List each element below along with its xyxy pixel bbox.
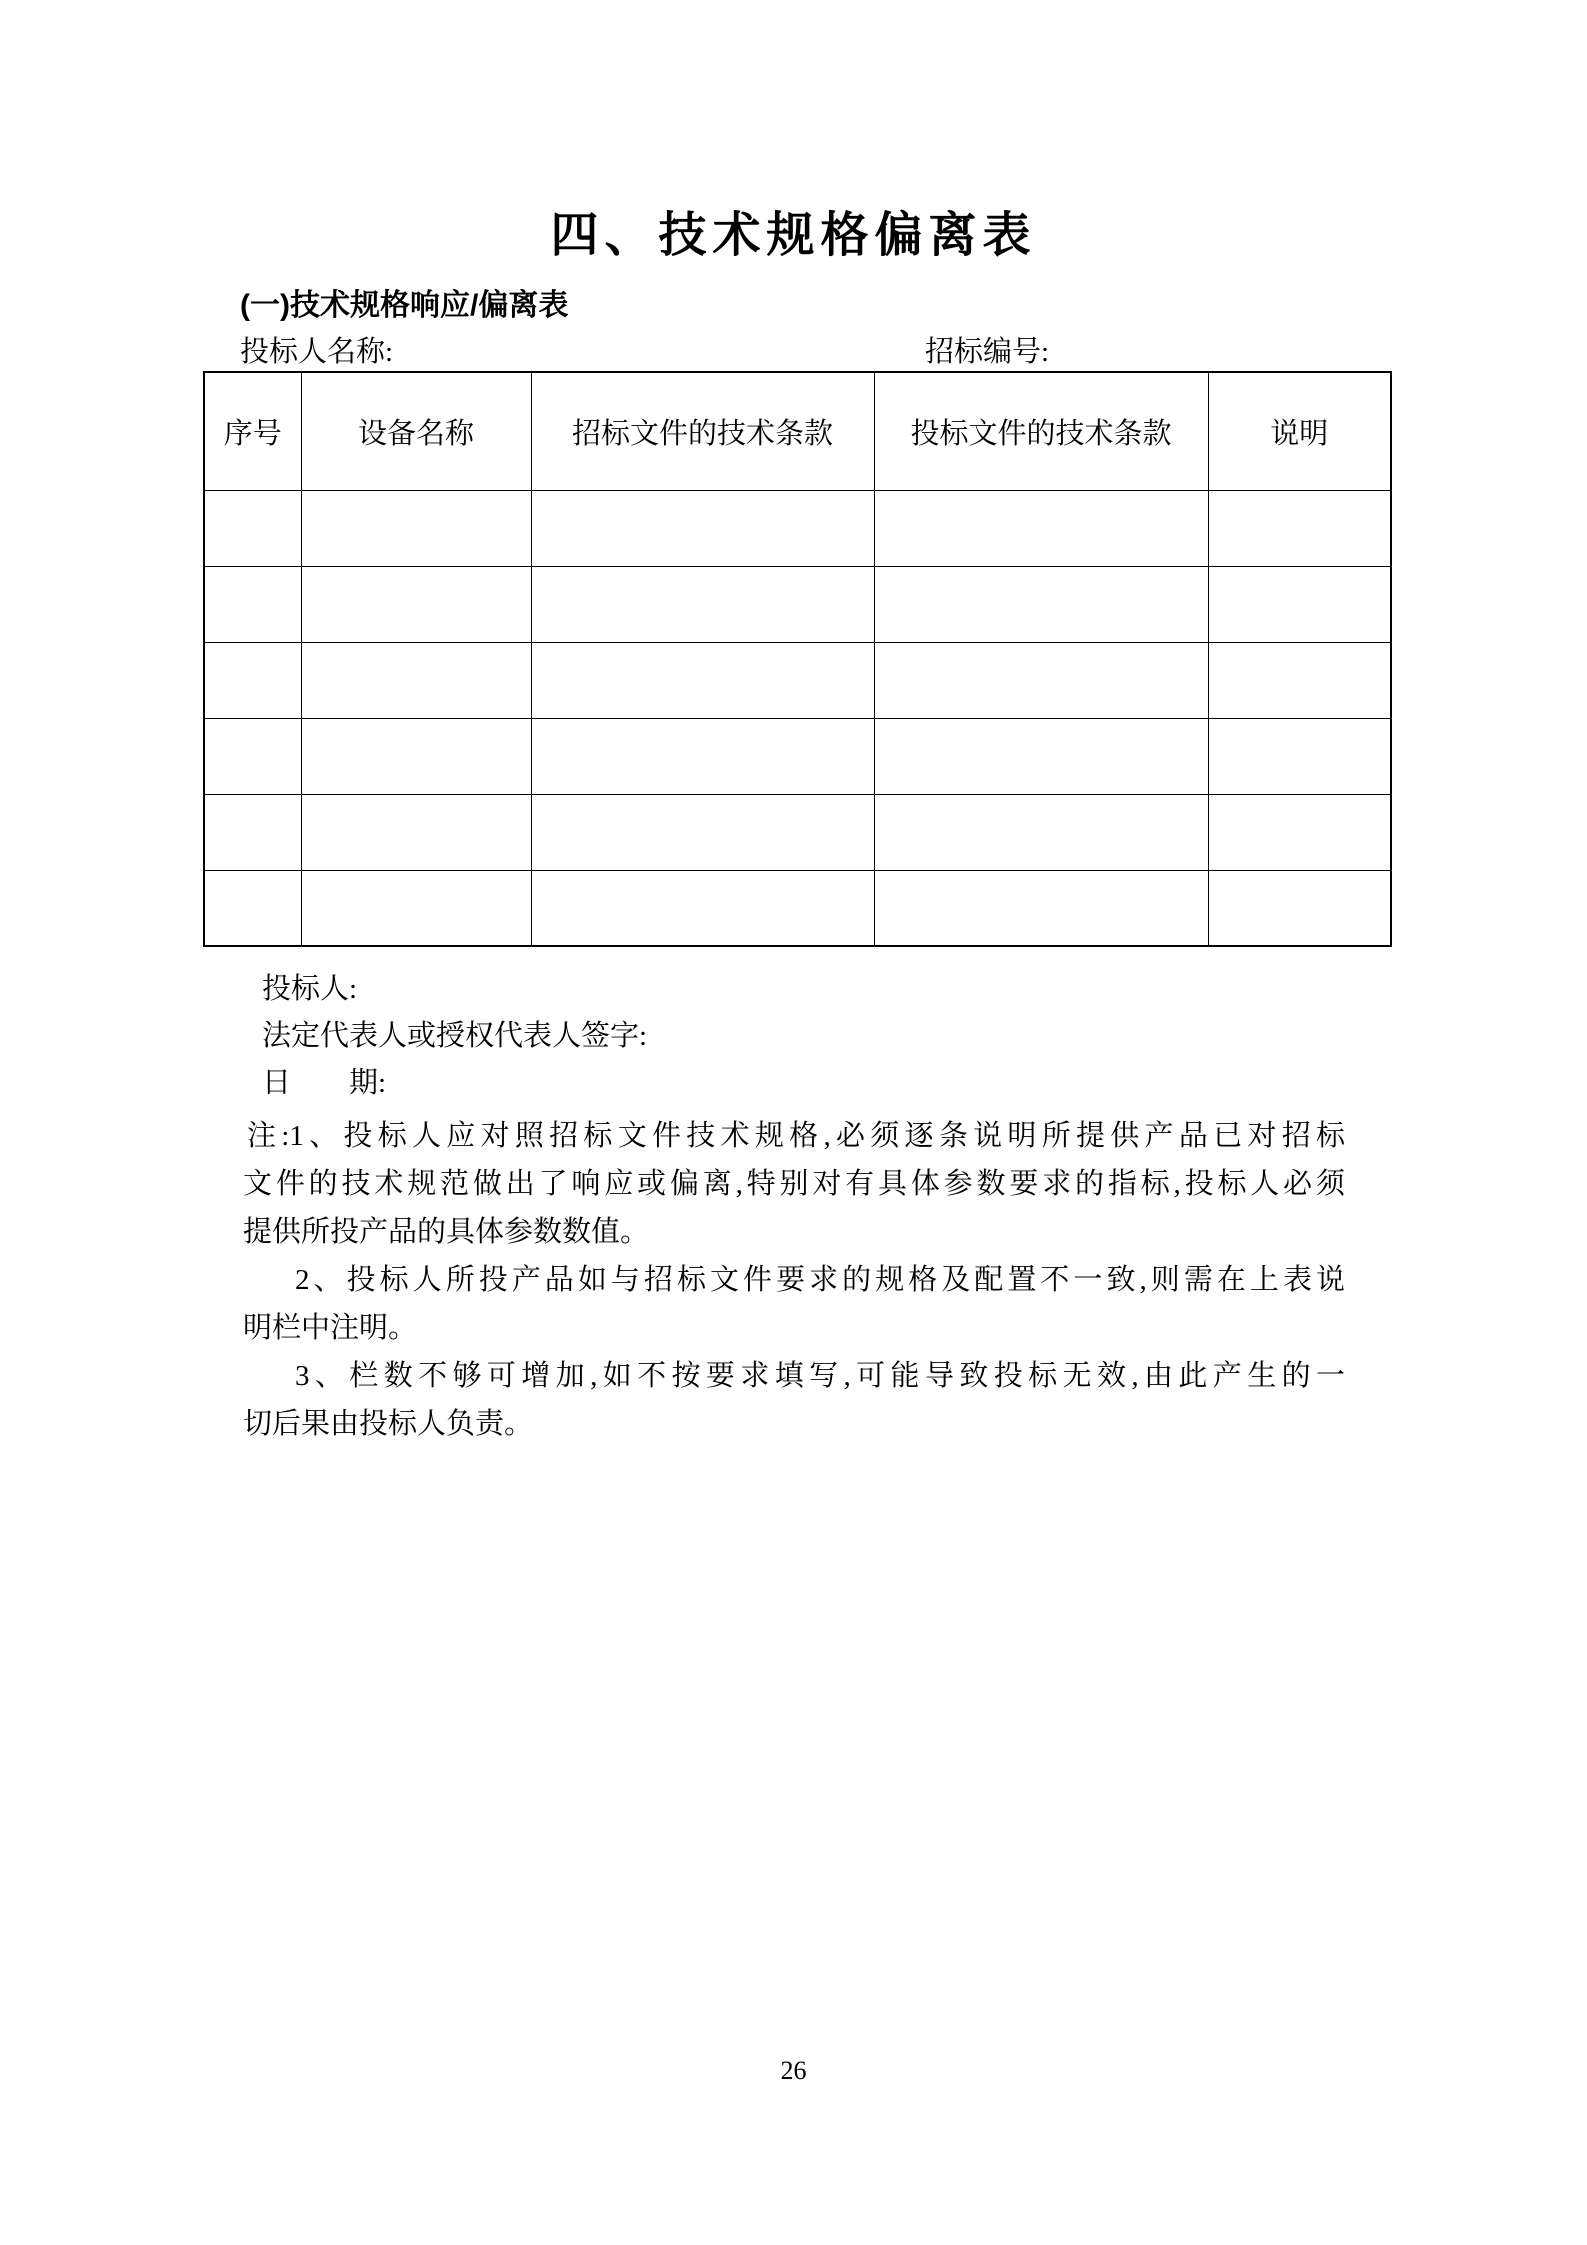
header-remarks: 说明: [1208, 372, 1391, 490]
deviation-table: [203, 371, 1392, 947]
note-line: 切后果由投标人负责。: [243, 1408, 534, 1440]
empty-cell: [301, 870, 531, 946]
table-row: [204, 566, 1391, 642]
empty-cell: [204, 870, 301, 946]
page-title: 四、技术规格偏离表: [550, 209, 1037, 262]
empty-cell: [874, 794, 1208, 870]
empty-cell: [1208, 794, 1391, 870]
table-row: [204, 870, 1391, 946]
note-line: 2、投标人所投产品如与招标文件要求的规格及配置不一致,则需在上表说: [295, 1264, 1345, 1296]
table-row: [204, 718, 1391, 794]
empty-cell: [204, 566, 301, 642]
empty-cell: [531, 794, 874, 870]
empty-cell: [301, 718, 531, 794]
empty-cell: [1208, 490, 1391, 566]
empty-cell: [531, 718, 874, 794]
representative-signature-label: 法定代表人或授权代表人签字:: [262, 1020, 648, 1052]
header-bid-terms: 投标文件的技术条款: [874, 372, 1208, 490]
empty-cell: [531, 490, 874, 566]
table-row: [204, 490, 1391, 566]
empty-cell: [874, 490, 1208, 566]
empty-cell: [204, 642, 301, 718]
header-tender-terms: 招标文件的技术条款: [531, 372, 874, 490]
table-header-row: [204, 372, 1391, 490]
empty-cell: [1208, 870, 1391, 946]
table-row: [204, 642, 1391, 718]
note-line: 3、栏数不够可增加,如不按要求填写,可能导致投标无效,由此产生的一: [295, 1360, 1345, 1392]
note-line: 明栏中注明。: [243, 1312, 418, 1344]
empty-cell: [1208, 642, 1391, 718]
note-line: 注:1、投标人应对照招标文件技术规格,必须逐条说明所提供产品已对招标: [247, 1120, 1345, 1152]
table-row: [204, 794, 1391, 870]
empty-cell: [531, 642, 874, 718]
empty-cell: [204, 490, 301, 566]
section-heading: (一)技术规格响应/偏离表: [240, 289, 569, 322]
bidder-name-label: 投标人名称:: [240, 336, 394, 368]
empty-cell: [1208, 566, 1391, 642]
empty-cell: [204, 794, 301, 870]
notes-block: [243, 1112, 1345, 1448]
empty-cell: [874, 642, 1208, 718]
bidder-label: 投标人:: [262, 973, 358, 1005]
note-line: 提供所投产品的具体参数数值。: [243, 1216, 650, 1248]
empty-cell: [301, 490, 531, 566]
empty-cell: [1208, 718, 1391, 794]
empty-cell: [874, 870, 1208, 946]
signature-block: [262, 966, 647, 1107]
date-label: 日 期:: [262, 1067, 387, 1099]
empty-cell: [301, 566, 531, 642]
empty-cell: [301, 642, 531, 718]
header-equipment-name: 设备名称: [301, 372, 531, 490]
empty-cell: [204, 718, 301, 794]
page-number: 26: [780, 2056, 807, 2085]
header-serial-number: 序号: [204, 372, 301, 490]
note-line: 文件的技术规范做出了响应或偏离,特别对有具体参数要求的指标,投标人必须: [243, 1168, 1345, 1200]
empty-cell: [301, 794, 531, 870]
bid-number-label: 招标编号:: [925, 336, 1050, 368]
empty-cell: [874, 718, 1208, 794]
empty-cell: [531, 566, 874, 642]
empty-cell: [531, 870, 874, 946]
empty-cell: [874, 566, 1208, 642]
